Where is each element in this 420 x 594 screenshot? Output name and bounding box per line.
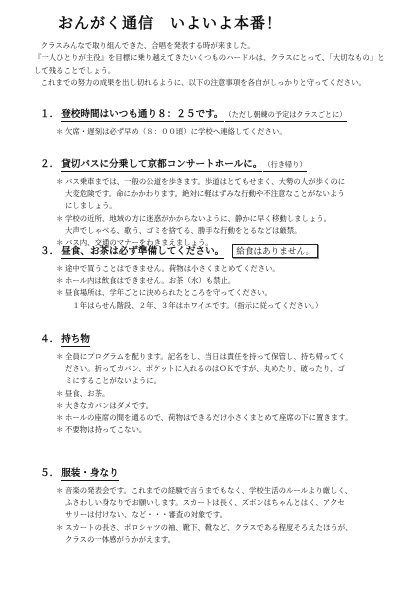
- bullet: ＊: [56, 288, 64, 298]
- bullet: ＊: [56, 177, 64, 186]
- item-line: ださい。折ってカバン、ポケットに入れるのはＯＫですが、丸めたり、破ったり、ゴ: [65, 364, 345, 374]
- section-title: 持ち物: [61, 331, 90, 347]
- item-line: 大変危険です。命にかかわります。絶対に軽はずみな行動や不注意なことがないよう: [65, 189, 345, 199]
- intro-line: クラスみんなで取り組んできた、合唱を発表する時が来ました。: [40, 41, 255, 50]
- no-school-lunch-notice: 給食はありません。: [232, 244, 318, 258]
- item-line: スカートの長さ、ポロシャツの袖、靴下、靴など、クラスである程度そろえたほうが、: [65, 522, 353, 532]
- section-dress-code: [40, 465, 396, 546]
- list-item: [56, 176, 396, 213]
- item-text-block: [65, 213, 396, 237]
- item-text-block: [65, 351, 396, 388]
- item-line: ふさわしい身なりでお願いします。スカートは長く、ズボンはちゃんとはく、アクセ: [65, 498, 345, 508]
- section-heading: [40, 331, 396, 347]
- bullet: ＊: [56, 352, 64, 361]
- section-title: 服装・身なり: [61, 465, 119, 481]
- item-list: [56, 176, 396, 249]
- bullet: ＊: [56, 388, 64, 398]
- item-text-block: [65, 485, 396, 522]
- item-text: バス内、交通のマナーをわきまえましょう。: [65, 238, 213, 248]
- item-text: 大きなカバンはダメです。: [65, 400, 154, 410]
- item-line: ミにすることがないように。: [65, 376, 162, 386]
- bullet: ＊: [56, 486, 64, 495]
- section-lunch: [40, 243, 396, 312]
- item-text: 昼食、お茶。: [65, 388, 110, 398]
- intro-line: これまでの努力の成果を出し切れるように、以下の注意事項を各自がしっかりと守ってください。: [40, 78, 366, 88]
- item-line: 昼食場所は、学年ごとに決められたところを守ってください。: [65, 288, 272, 298]
- item-text-block: [65, 176, 396, 213]
- list-item: [56, 522, 396, 546]
- list-item: [56, 400, 396, 412]
- bullet: ＊: [56, 213, 64, 223]
- item-text: 途中で買うことはできません。荷物は小さくまとめてください。: [65, 264, 280, 273]
- list-item: [56, 275, 396, 287]
- section-title: 昼食、お茶は必ず準備してください。: [61, 243, 224, 259]
- section-bus: [40, 156, 396, 249]
- bullet: ＊: [56, 400, 64, 410]
- item-line: 音楽の発表会です。これまでの経験で言うまでもなく、学校生活のルールより厳しく、: [65, 486, 353, 495]
- list-item: [56, 287, 396, 311]
- section-heading: [40, 243, 396, 259]
- item-line: にしましょう。: [65, 201, 117, 211]
- item-line: 全員にプログラムを配ります。記名をし、当日は責任を持って保管し、持ち帰ってく: [65, 352, 346, 361]
- list-item: [56, 126, 396, 138]
- intro-line: 『一人ひとりが主役』を目標に乗り越えてきたいくつものハードルは、クラスにとって、「大切なもの」として残ることでしょう。: [34, 53, 385, 75]
- intro-paragraph: [34, 40, 390, 90]
- bullet: ＊: [56, 264, 64, 273]
- item-line: 学校の近所、地域の方に迷惑がかからないように、静かに早く移動しましょう。: [65, 213, 332, 223]
- list-item: [56, 213, 396, 237]
- list-item: [56, 388, 396, 400]
- list-item: [56, 263, 396, 275]
- bullet: ＊: [56, 238, 64, 248]
- section-note: （ただし朝練の予定はクラスごとに）: [225, 110, 347, 122]
- section-arrival-time: [40, 106, 396, 138]
- bullet: ＊: [56, 413, 64, 423]
- section-number: ４．: [40, 334, 60, 345]
- bullet: ＊: [56, 127, 64, 136]
- page-title: おんがく通信 いよいよ本番！: [58, 14, 283, 32]
- item-list: [56, 263, 396, 312]
- list-item: [56, 485, 396, 522]
- item-line: 大声でしゃべる、歌う、ゴミを捨てる、勝手な行動をとるなどは厳禁。: [65, 225, 302, 235]
- item-line: サリーは付けない、など・・・審査の対象です。: [65, 510, 228, 520]
- item-text: ホールの座席の間を通るので、荷物はできるだけ小さくまとめて座席の下に置きます。: [65, 413, 353, 423]
- section-heading: [40, 156, 396, 172]
- section-belongings: [40, 331, 396, 436]
- item-text-block: [65, 522, 396, 546]
- section-heading: [40, 106, 396, 122]
- item-list: [56, 126, 396, 138]
- section-note: （行き帰り）: [263, 160, 306, 172]
- item-list: [56, 351, 396, 436]
- section-number: ５．: [40, 468, 60, 479]
- section-number: ２．: [40, 159, 60, 170]
- item-text: ホール内は飲食はできません。お茶（水）も禁止。: [65, 276, 236, 286]
- bullet: ＊: [56, 522, 64, 532]
- item-line: １年はらせん階段、２年、３年はホワイエです。（指示に従ってください。）: [65, 300, 323, 310]
- list-item: [56, 412, 396, 424]
- section-number: ３．: [40, 246, 60, 257]
- item-text: 不要物は持ってこない。: [65, 425, 147, 435]
- item-line: クラスの一体感がうかがえます。: [65, 534, 176, 544]
- item-line: バス乗車までは、一般の公道を歩きます。歩道はとてもせまく、大勢の人が歩くのに: [65, 177, 346, 186]
- section-heading: [40, 465, 396, 481]
- bullet: ＊: [56, 425, 64, 435]
- item-list: [56, 485, 396, 546]
- list-item: [56, 424, 396, 436]
- section-title: 登校時間はいつも通り８：２５です。: [61, 106, 223, 122]
- list-item: [56, 351, 396, 388]
- item-text: 欠席・遅刻は必ず早め（８：００頃）に学校へ連絡してください。: [65, 127, 287, 136]
- item-text-block: [65, 287, 396, 311]
- section-title: 貸切バスに分乗して京都コンサートホールに。: [61, 156, 262, 172]
- bullet: ＊: [56, 276, 64, 286]
- section-number: １．: [40, 109, 60, 120]
